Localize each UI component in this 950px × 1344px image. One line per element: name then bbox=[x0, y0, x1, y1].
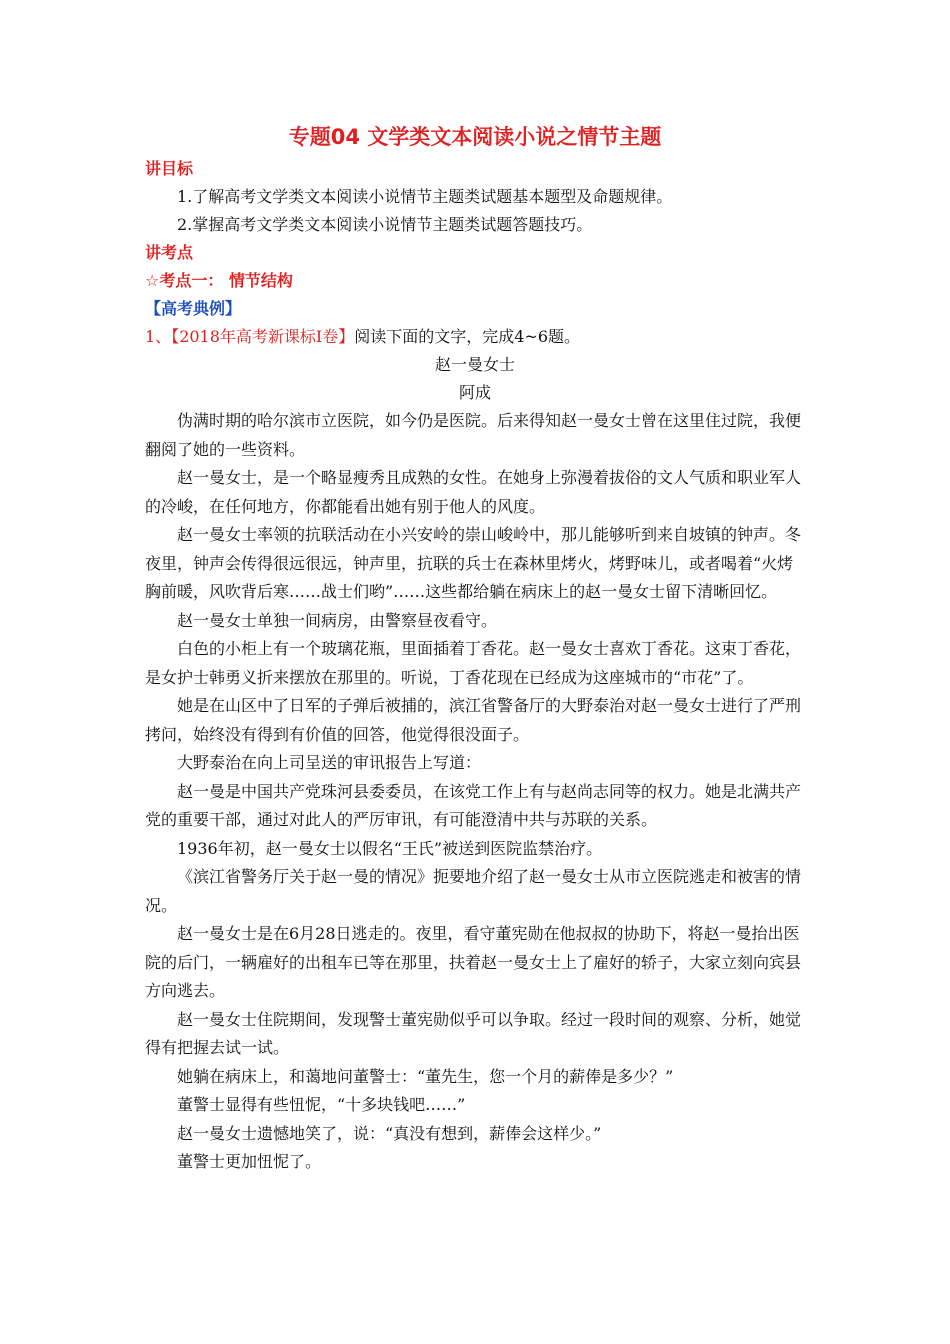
story-paragraph: 白色的小柜上有一个玻璃花瓶，里面插着丁香花。赵一曼女士喜欢丁香花。这束丁香花，是女护士韩勇义折来摆放在那里的。听说，丁香花现在已经成为这座城市的“市花”了。 bbox=[145, 639, 802, 687]
story-paragraph: 伪满时期的哈尔滨市立医院，如今仍是医院。后来得知赵一曼女士曾在这里住过院，我便翻阅了她的一些资料。 bbox=[145, 411, 802, 459]
story-paragraph: 董警士更加忸怩了。 bbox=[177, 1152, 322, 1171]
example-label: 【高考典例】 bbox=[145, 299, 242, 318]
document-title: 专题04 文学类文本阅读小说之情节主题 bbox=[288, 125, 662, 149]
story-paragraph: 1936年初，赵一曼女士以假名“王氏”被送到医院监禁治疗。 bbox=[177, 838, 603, 858]
story-paragraph: 董警士显得有些忸怩，“十多块钱吧……” bbox=[177, 1095, 466, 1114]
story-paragraph: 大野泰治在向上司呈送的审讯报告上写道： bbox=[177, 753, 482, 772]
story-paragraph: 赵一曼女士住院期间，发现警士董宪勋似乎可以争取。经过一段时间的观察、分析，她觉得有把握去试一试。 bbox=[145, 1009, 802, 1057]
exam-point-heading: ☆考点一： 情节结构 bbox=[145, 271, 293, 290]
section-heading-points: 讲考点 bbox=[145, 243, 194, 262]
question-number: 1、 bbox=[145, 327, 172, 346]
story-author: 阿成 bbox=[458, 383, 491, 402]
goal-item-1: 1.了解高考文学类文本阅读小说情节主题类试题基本题型及命题规律。 bbox=[177, 187, 673, 206]
section-heading-goals: 讲目标 bbox=[145, 159, 194, 178]
question-instruction: 阅读下面的文字，完成4~6题。 bbox=[354, 327, 581, 346]
story-paragraph: 赵一曼女士遗憾地笑了，说：“真没有想到，薪俸会这样少。” bbox=[177, 1123, 602, 1143]
document-body bbox=[145, 155, 805, 1177]
question-source: 【2018年高考新课标Ⅰ卷】 bbox=[171, 327, 355, 346]
story-paragraph: 赵一曼是中国共产党珠河县委委员，在该党工作上有与赵尚志同等的权力。她是北满共产党的重要干部，通过对此人的严厉审讯，有可能澄清中共与苏联的关系。 bbox=[145, 781, 802, 829]
goal-item-2: 2.掌握高考文学类文本阅读小说情节主题类试题答题技巧。 bbox=[177, 215, 593, 234]
story-paragraph: 赵一曼女士单独一间病房，由警察昼夜看守。 bbox=[177, 610, 498, 630]
story-paragraph: 赵一曼女士是在6月28日逃走的。夜里，看守董宪勋在他叔叔的协助下，将赵一曼抬出医院的后门，一辆雇好的出租车已等在那里，扶着赵一曼女士上了雇好的轿子，大家立刻向宾县方向逃去。 bbox=[145, 924, 802, 1000]
story-paragraph: 她躺在病床上，和蔼地问董警士：“董先生，您一个月的薪俸是多少？” bbox=[177, 1066, 674, 1086]
question-line bbox=[145, 323, 805, 351]
story-text bbox=[145, 407, 805, 1177]
story-paragraph: 赵一曼女士，是一个略显瘦秀且成熟的女性。在她身上弥漫着拔俗的文人气质和职业军人的冷峻，在任何地方，你都能看出她有别于他人的风度。 bbox=[145, 468, 802, 516]
story-paragraph: 赵一曼女士率领的抗联活动在小兴安岭的崇山峻岭中，那儿能够听到来自坡镇的钟声。冬夜里，钟声会传得很远很远，钟声里，抗联的兵士在森林里烤火，烤野味儿，或者喝着“火烤胸前暖，风吹背后寒……战士们哟”……这些都给躺在病床上的赵一曼女士留下清晰回忆。 bbox=[145, 525, 802, 601]
story-title: 赵一曼女士 bbox=[434, 355, 515, 374]
story-paragraph: 《滨江省警务厅关于赵一曼的情况》扼要地介绍了赵一曼女士从市立医院逃走和被害的情况。 bbox=[145, 867, 802, 915]
story-paragraph: 她是在山区中了日军的子弹后被捕的，滨江省警备厅的大野泰治对赵一曼女士进行了严刑拷问，始终没有得到有价值的回答，他觉得很没面子。 bbox=[145, 696, 802, 744]
